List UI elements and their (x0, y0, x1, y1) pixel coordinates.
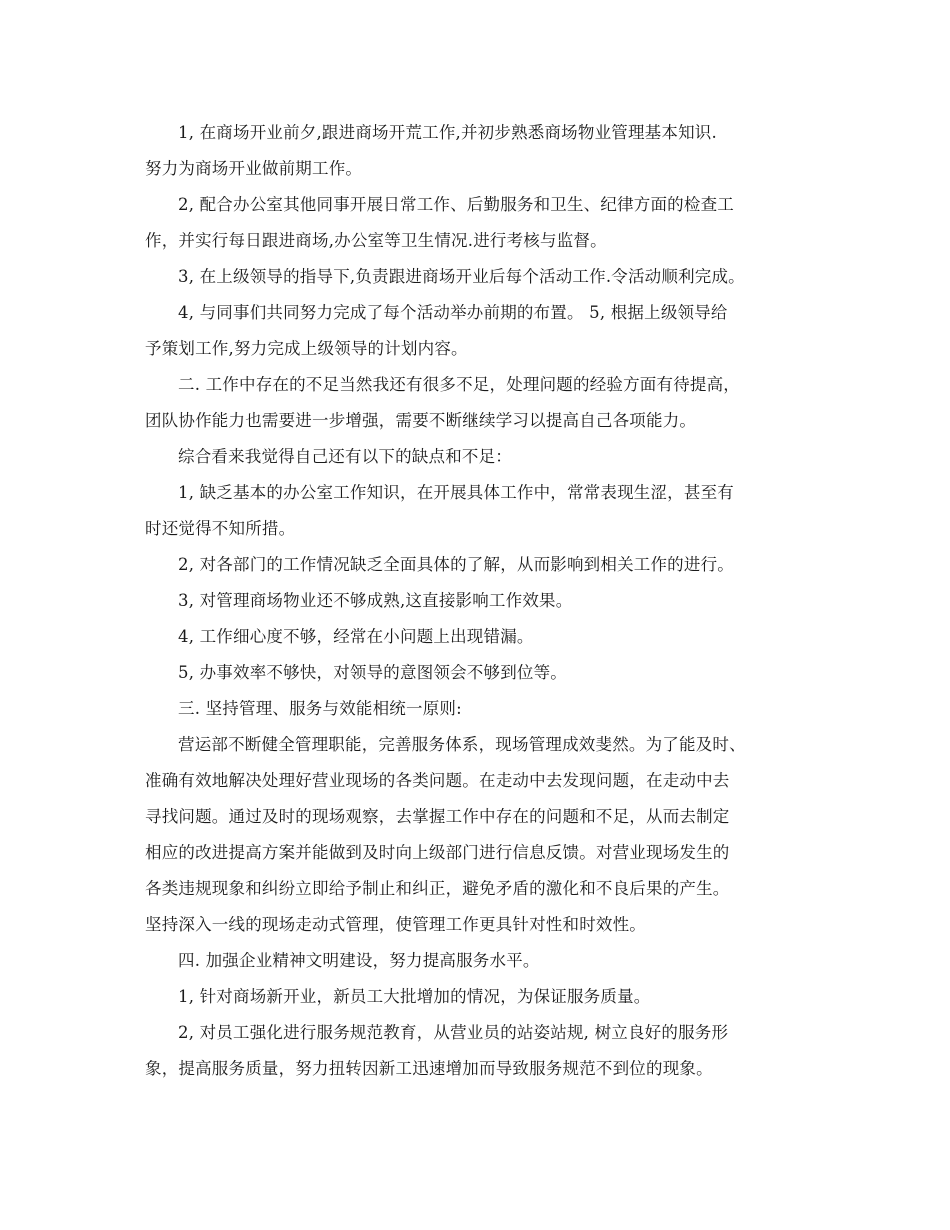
text-line: 4, 与同事们共同努力完成了每个活动举办前期的布置。 5, 根据上级领导给 (178, 303, 728, 322)
text-line: 4, 工作细心度不够，经常在小问题上出现错漏。 (178, 627, 534, 646)
text-line: 1, 缺乏基本的办公室工作知识，在开展具体工作中，常常表现生涩，甚至有 (178, 483, 734, 502)
text-line: 5, 办事效率不够快，对领导的意图领会不够到位等。 (178, 663, 567, 682)
text-line: 2, 配合办公室其他同事开展日常工作、后勤服务和卫生、纪律方面的检查工 (178, 195, 734, 214)
text-line: 3, 在上级领导的指导下,负责跟进商场开业后每个活动工作.令活动顺利完成。 (178, 267, 745, 286)
text-line: 综合看来我觉得自己还有以下的缺点和不足： (178, 447, 512, 466)
text-line: 努力为商场开业做前期工作。 (145, 159, 363, 178)
document-body (145, 115, 825, 1087)
text-line: 时还觉得不知所措。 (145, 519, 296, 538)
text-line: 三. 坚持管理、服务与效能相统一原则: (178, 699, 462, 718)
text-line: 3, 对管理商场物业还不够成熟,这直接影响工作效果。 (178, 591, 573, 610)
text-line: 各类违规现象和纠纷立即给予制止和纠正，避免矛盾的激化和不良后果的产生。 (145, 879, 730, 898)
text-line: 营运部不断健全管理职能，完善服务体系，现场管理成效斐然。为了能及时、 (178, 735, 746, 754)
text-line: 作，并实行每日跟进商场,办公室等卫生情况.进行考核与监督。 (145, 231, 607, 250)
text-line: 1, 针对商场新开业，新员工大批增加的情况，为保证服务质量。 (178, 987, 651, 1006)
text-line: 相应的改进提高方案并能做到及时向上级部门进行信息反馈。对营业现场发生的 (145, 843, 730, 862)
text-line: 寻找问题。通过及时的现场观察，去掌握工作中存在的问题和不足，从而去制定 (145, 807, 730, 826)
text-line: 予策划工作,努力完成上级领导的计划内容。 (145, 339, 468, 358)
text-line: 四. 加强企业精神文明建设，努力提高服务水平。 (178, 951, 540, 970)
text-line: 二. 工作中存在的不足当然我还有很多不足，处理问题的经验方面有待提高， (178, 375, 740, 394)
text-line: 1, 在商场开业前夕,跟进商场开荒工作,并初步熟悉商场物业管理基本知识. (178, 123, 717, 142)
text-line: 团队协作能力也需要进一步增强，需要不断继续学习以提高自己各项能力。 (145, 411, 697, 430)
text-line: 象，提高服务质量，努力扭转因新工迅速增加而导致服务规范不到位的现象。 (145, 1059, 713, 1078)
text-line: 2, 对各部门的工作情况缺乏全面具体的了解，从而影响到相关工作的进行。 (178, 555, 734, 574)
text-line: 2, 对员工强化进行服务规范教育，从营业员的站姿站规, 树立良好的服务形 (178, 1023, 729, 1042)
text-line: 准确有效地解决处理好营业现场的各类问题。在走动中去发现问题，在走动中去 (145, 771, 730, 790)
text-line: 坚持深入一线的现场走动式管理，使管理工作更具针对性和时效性。 (145, 915, 646, 934)
